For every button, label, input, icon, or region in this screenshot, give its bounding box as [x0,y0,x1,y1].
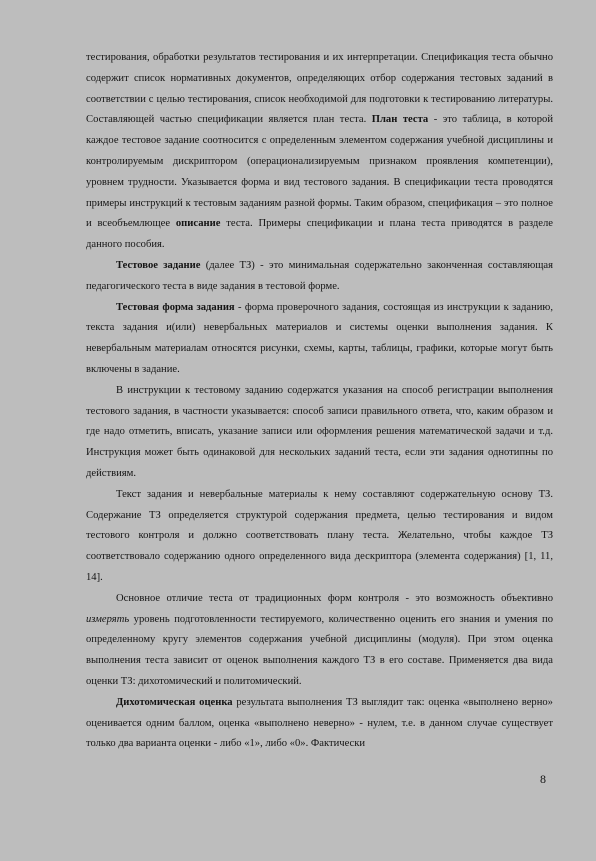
text-run: (далее ТЗ) - это минимальная содержательно законченная составляющая педагогического теста в виде задания в тестовой форме. [86,259,553,292]
document-body [86,48,553,755]
term-test-plan: План теста [371,114,429,126]
term-dichotomous: Дихотомическая оценка [116,696,233,708]
paragraph-main-difference [86,589,553,693]
text-run: - это таблица, в которой каждое тестовое задание соотносится с определенным элементом содержания учебной дисциплины и контролируемым дискриптором (операционализируемым признаком проявления компетенции), уровнем трудности. Указывается форма и вид тестового задания. В спецификации теста проводятся примеры инструкций к тестовым заданиям разной формы. Таким образом, спецификация – это полное и всеобъемлющее [86,114,553,230]
watermark: ​ [18,830,77,861]
text-run: - форма проверочного задания, состоящая из инструкции к заданию, текста задания и(или) невербальных материалов и системы оценки выполнения задания. К невербальным материалам относятся рисунки, схемы, карты, таблицы, графики, которые могут быть включены в задание. [86,301,553,375]
paragraph-test-task [86,256,553,298]
emphasis-measure: измерять [86,613,130,625]
paragraph-dichotomous [86,693,553,755]
text-run: Основное отличие теста от традиционных форм контроля - это возможность объективно [116,592,553,604]
text-run: уровень подготовленности тестируемого, количественно оценить его знания и умения по определенному кругу элементов содержания учебной дисциплины (модуля). При этом оценка выполнения теста зависит от оценок выполнения каждого ТЗ в его составе. Применяется два вида оценки ТЗ: дихотомический и политомический. [86,613,553,687]
page-number: 8 [540,772,546,786]
paragraph-task-text: Текст задания и невербальные материалы к нему составляют содержательную основу ТЗ. Содержание ТЗ определяется структурой содержания предмета, целью тестирования и видом тестового контроля и должно соответствовать плану теста. Желательно, чтобы каждое ТЗ соответствовало содержанию одного определенного вида дескриптора (элемента содержания) [1, 11, 14]. [86,488,553,583]
text-run: результата выполнения ТЗ выглядит так: оценка «выполнено верно» оценивается одним баллом, оценка «выполнено неверно» - нулем, т.е. в данном случае существует только два варианта оценки - либо «1», либо «0». Фактически [86,696,553,750]
term-description: описание [175,218,221,230]
term-test-task: Тестовое задание [116,259,201,271]
text-run: теста. Примеры спецификации и плана теста приводятся в разделе данного пособия. [86,218,553,251]
text-run: тестирования, обработки результатов тестирования и их интерпретации. Спецификация теста обычно содержит список нормативных документов, определяющих отбор содержания тестовых заданий в соответствии с целью тестирования, список необходимой для подготовки к тестированию литературы. Составляющей частью спецификации является план теста. [86,52,553,126]
paragraph-instruction: В инструкции к тестовому заданию содержатся указания на способ регистрации выполнения тестового задания, в частности указывается: способ записи правильного ответа, что, каким образом и где надо отметить, вписать, указание записи или оформления решения математической задачи и т.д. Инструкция может быть одинаковой для нескольких заданий теста, если эти задания однотипны по действиям. [86,384,553,479]
paragraph-specification [86,48,553,256]
paragraph-test-form [86,298,553,381]
term-test-form: Тестовая форма задания [116,301,235,313]
